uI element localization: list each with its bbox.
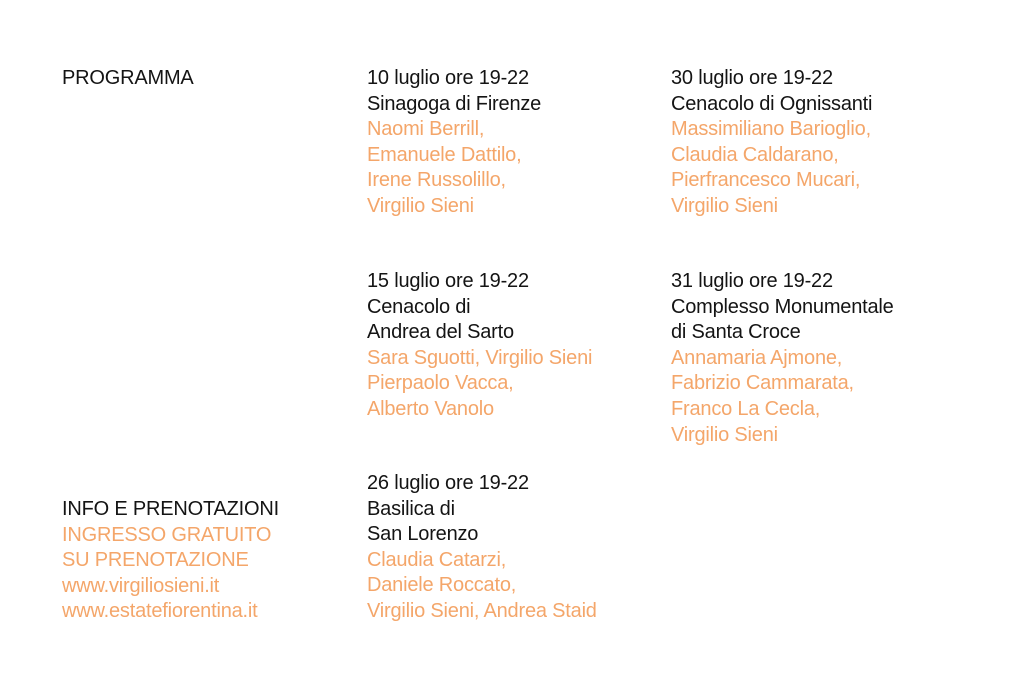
event-date: 30 luglio ore 19-22 bbox=[671, 67, 833, 89]
event-venue: Cenacolo di Ognissanti bbox=[671, 92, 873, 115]
event-artist: Massimiliano Barioglio, bbox=[671, 118, 871, 141]
event-10-luglio bbox=[367, 66, 667, 220]
event-artist: Alberto Vanolo bbox=[367, 397, 494, 420]
link-virgiliosieni[interactable]: www.virgiliosieni.it bbox=[62, 574, 220, 597]
event-date: 31 luglio ore 19-22 bbox=[671, 270, 833, 292]
event-venue: Complesso Monumentale bbox=[671, 295, 894, 318]
info-block bbox=[62, 497, 342, 625]
event-26-luglio bbox=[367, 471, 667, 625]
program-heading bbox=[62, 66, 342, 92]
event-venue: Andrea del Sarto bbox=[367, 321, 514, 344]
event-date: 26 luglio ore 19-22 bbox=[367, 472, 529, 494]
event-artist: Pierfrancesco Mucari, bbox=[671, 169, 861, 192]
link-estatefiorentina[interactable]: www.estatefiorentina.it bbox=[62, 600, 258, 623]
event-venue: di Santa Croce bbox=[671, 321, 801, 344]
info-line-free-entry: INGRESSO GRATUITO bbox=[62, 523, 272, 546]
event-venue: Sinagoga di Firenze bbox=[367, 92, 542, 115]
event-artist: Claudia Catarzi, bbox=[367, 548, 507, 571]
event-artist: Naomi Berrill, bbox=[367, 118, 485, 141]
event-artist: Irene Russolillo, bbox=[367, 169, 506, 192]
event-venue: Cenacolo di bbox=[367, 295, 471, 318]
event-artist: Virgilio Sieni, Andrea Staid bbox=[367, 599, 597, 622]
program-heading-text: PROGRAMMA bbox=[62, 67, 194, 89]
event-artist: Virgilio Sieni bbox=[367, 194, 474, 217]
info-line-reservation: SU PRENOTAZIONE bbox=[62, 549, 249, 572]
event-artist: Annamaria Ajmone, bbox=[671, 346, 843, 369]
event-artist: Virgilio Sieni bbox=[671, 194, 778, 217]
event-venue: San Lorenzo bbox=[367, 523, 479, 546]
event-artist: Sara Sguotti, Virgilio Sieni bbox=[367, 346, 593, 369]
event-artist: Daniele Roccato, bbox=[367, 574, 517, 597]
event-artist: Claudia Caldarano, bbox=[671, 143, 839, 166]
event-venue: Basilica di bbox=[367, 497, 455, 520]
event-artist: Fabrizio Cammarata, bbox=[671, 372, 854, 395]
event-date: 10 luglio ore 19-22 bbox=[367, 67, 529, 89]
event-artist: Pierpaolo Vacca, bbox=[367, 372, 514, 395]
event-date: 15 luglio ore 19-22 bbox=[367, 270, 529, 292]
event-15-luglio bbox=[367, 269, 667, 423]
event-artist: Franco La Cecla, bbox=[671, 397, 821, 420]
event-artist: Emanuele Dattilo, bbox=[367, 143, 522, 166]
event-artist: Virgilio Sieni bbox=[671, 423, 778, 446]
event-30-luglio bbox=[671, 66, 971, 220]
event-31-luglio bbox=[671, 269, 971, 448]
info-heading: INFO E PRENOTAZIONI bbox=[62, 498, 279, 520]
